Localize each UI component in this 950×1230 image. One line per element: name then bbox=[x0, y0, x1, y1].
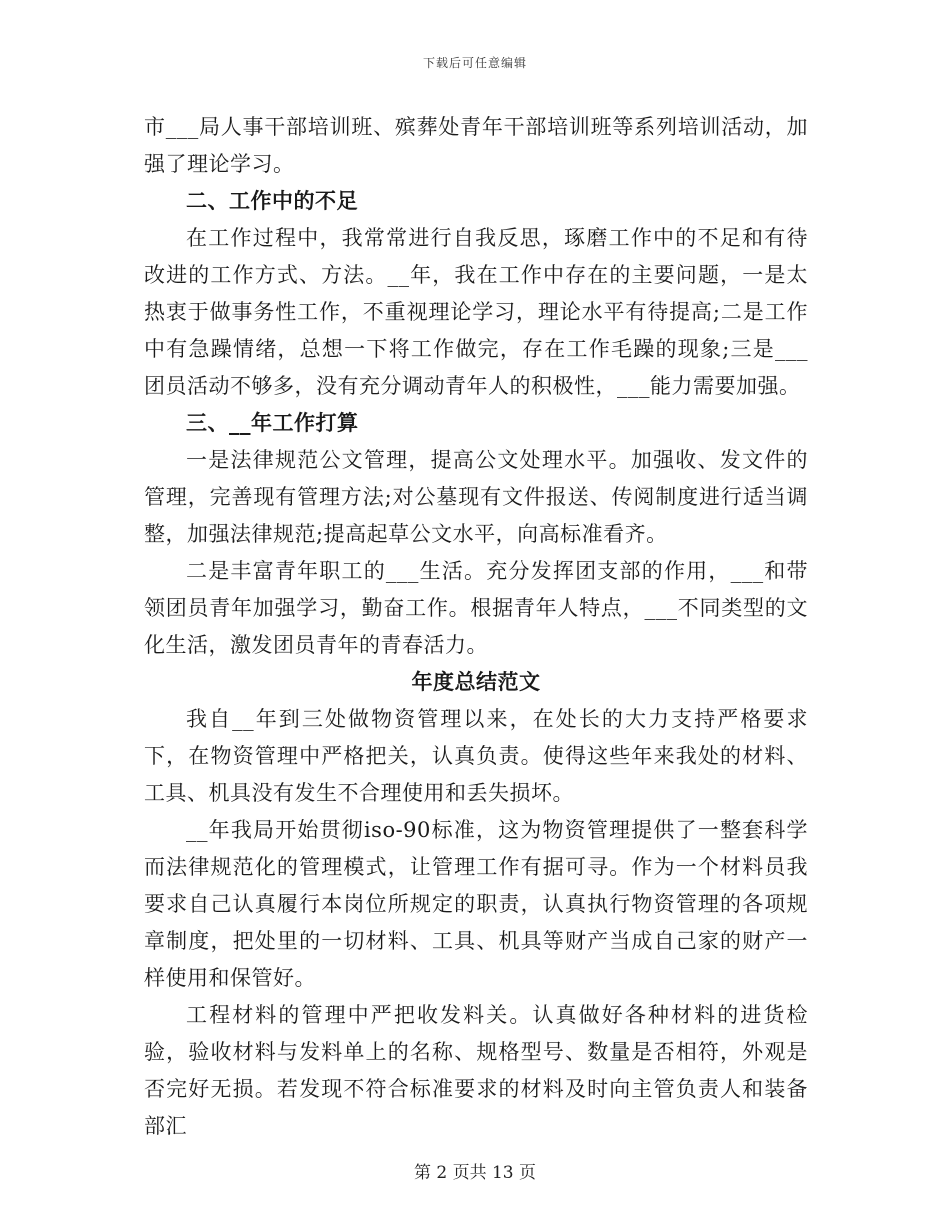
document-title: 年度总结范文 bbox=[411, 670, 541, 694]
section-heading-plan: 三、__年工作打算 bbox=[186, 411, 359, 435]
paragraph-plan-one: 一是法律规范公文管理，提高公文处理水平。加强收、发文件的管理，完善现有管理方法;对公墓现有文件报送、传阅制度进行适当调整，加强法律规范;提高起草公文水平，向高标准看齐。 bbox=[144, 448, 808, 546]
page-header: 下载后可任意编辑 bbox=[422, 56, 527, 70]
paragraph-material-inspection: 工程材料的管理中严把收发料关。认真做好各种材料的进货检验，验收材料与发料单上的名称、规格型号、数量是否相符，外观是否完好无损。若发现不符合标准要求的材料及时向主管负责人和装备部汇 bbox=[144, 1003, 808, 1138]
paragraph-shortcomings: 在工作过程中，我常常进行自我反思，琢磨工作中的不足和有待改进的工作方式、方法。__年，我在工作中存在的主要问题，一是太热衷于做事务性工作，不重视理论学习，理论水平有待提高;二是工作中有急躁情绪，总想一下将工作做完，存在工作毛躁的现象;三是___团员活动不够多，没有充分调动青年人的积极性，___能力需要加强。 bbox=[144, 226, 808, 398]
page-number: 第 2 页共 13 页 bbox=[413, 1163, 537, 1183]
paragraph-plan-two: 二是丰富青年职工的___生活。充分发挥团支部的作用，___和带领团员青年加强学习，勤奋工作。根据青年人特点，___不同类型的文化生活，激发团员青年的青春活力。 bbox=[144, 559, 808, 657]
section-heading-shortcomings: 二、工作中的不足 bbox=[186, 189, 358, 213]
paragraph-materials-intro: 我自__年到三处做物资管理以来，在处长的大力支持严格要求下，在物资管理中严格把关，认真负责。使得这些年来我处的材料、工具、机具没有发生不合理使用和丢失损坏。 bbox=[144, 707, 808, 805]
paragraph-training: 市___局人事干部培训班、殡葬处青年干部培训班等系列培训活动，加强了理论学习。 bbox=[144, 115, 808, 176]
paragraph-iso-standard: __年我局开始贯彻iso-90标准，这为物资管理提供了一整套科学而法律规范化的管理模式，让管理工作有据可寻。作为一个材料员我要求自己认真履行本岗位所规定的职责，认真执行物资管理的各项规章制度，把处里的一切材料、工具、机具等财产当成自己家的财产一样使用和保管好。 bbox=[144, 818, 808, 990]
document-body bbox=[144, 109, 808, 1145]
